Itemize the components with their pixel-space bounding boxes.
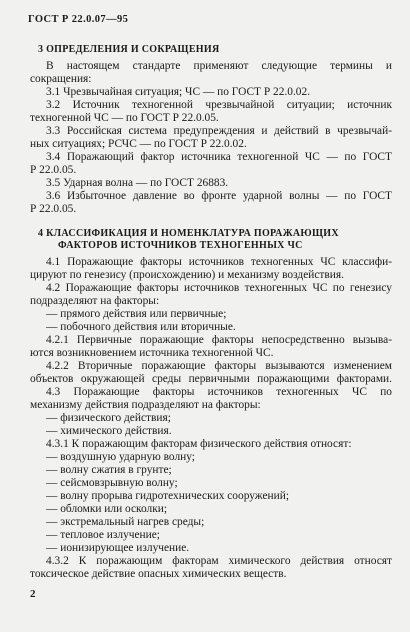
document-header: ГОСТ Р 22.0.07—95 xyxy=(28,14,129,25)
list-item: — экстремальный нагрев среды; xyxy=(46,516,205,528)
page-number: 2 xyxy=(30,588,36,600)
text-line: подразделяют на факторы: xyxy=(30,295,160,307)
text-line: 3.3 Российская система предупреждения и действий в чрезвычай- xyxy=(46,125,392,137)
text-line: ных ситуациях; РСЧС — по ГОСТ Р 22.0.02. xyxy=(30,138,247,150)
list-item: — побочного действия или вторичные. xyxy=(46,321,236,333)
text-line: 4.3.1 К поражающим факторам физического действия относят: xyxy=(46,438,352,450)
list-item: — химического действия. xyxy=(46,425,172,437)
text-line: механизму действия подразделяют на факторы: xyxy=(30,399,261,411)
text-line: 4.3.2 К поражающим факторам химического действия относят xyxy=(46,555,392,567)
list-item: — волну прорыва гидротехнических сооружений; xyxy=(46,490,290,502)
text-line: ются возникновением источника техногенной ЧС. xyxy=(30,347,274,359)
section-4-title: 4 КЛАССИФИКАЦИЯ И НОМЕНКЛАТУРА ПОРАЖАЮЩИХ xyxy=(38,228,339,239)
text-line: 4.1 Поражающие факторы источников техногенных ЧС классифи- xyxy=(46,256,392,268)
text-line: Р 22.0.05. xyxy=(30,164,77,176)
text-line: 3.5 Ударная волна — по ГОСТ 26883. xyxy=(46,177,229,189)
text-line: техногенной ЧС — по ГОСТ Р 22.0.05. xyxy=(30,112,219,124)
text-line: 4.3 Поражающие факторы источников техногенных ЧС по xyxy=(46,386,392,398)
text-line: 4.2 Поражающие факторы источников техногенных ЧС по генезису xyxy=(46,282,392,294)
section-4-title-cont: ФАКТОРОВ ИСТОЧНИКОВ ТЕХНОГЕННЫХ ЧС xyxy=(58,240,303,251)
list-item: — сейсмовзрывную волну; xyxy=(46,477,178,489)
text-line: 3.4 Поражающий фактор источника техногенной ЧС — по ГОСТ xyxy=(46,151,392,163)
text-line: 3.1 Чрезвычайная ситуация; ЧС — по ГОСТ Р 22.0.02. xyxy=(46,86,311,98)
list-item: — волну сжатия в грунте; xyxy=(46,464,172,476)
list-item: — ионизирующее излучение. xyxy=(46,542,190,554)
text-line: цируют по генезису (происхождению) и механизму воздействия. xyxy=(30,269,344,281)
list-item: — обломки или осколки; xyxy=(46,503,168,515)
text-line: 4.2.1 Первичные поражающие факторы непосредственно вызыва- xyxy=(46,334,392,346)
section-3-title: 3 ОПРЕДЕЛЕНИЯ И СОКРАЩЕНИЯ xyxy=(38,44,220,55)
list-item: — тепловое излучение; xyxy=(46,529,160,541)
text-line: токсическое действие опасных химических веществ. xyxy=(30,568,287,580)
text-line: сокращения: xyxy=(30,73,92,85)
text-line: 3.6 Избыточное давление во фронте ударной волны — по ГОСТ xyxy=(46,190,392,202)
text-line: 3.2 Источник техногенной чрезвычайной ситуации; источник xyxy=(46,99,392,111)
text-line: В настоящем стандарте применяют следующие термины и xyxy=(46,60,392,72)
text-line: Р 22.0.05. xyxy=(30,203,77,215)
list-item: — прямого действия или первичные; xyxy=(46,308,227,320)
list-item: — воздушную ударную волну; xyxy=(46,451,195,463)
text-line: 4.2.2 Вторичные поражающие факторы вызываются изменением xyxy=(46,360,392,372)
text-line: объектов окружающей среды первичными поражающими факторами. xyxy=(30,373,392,385)
list-item: — физического действия; xyxy=(46,412,171,424)
